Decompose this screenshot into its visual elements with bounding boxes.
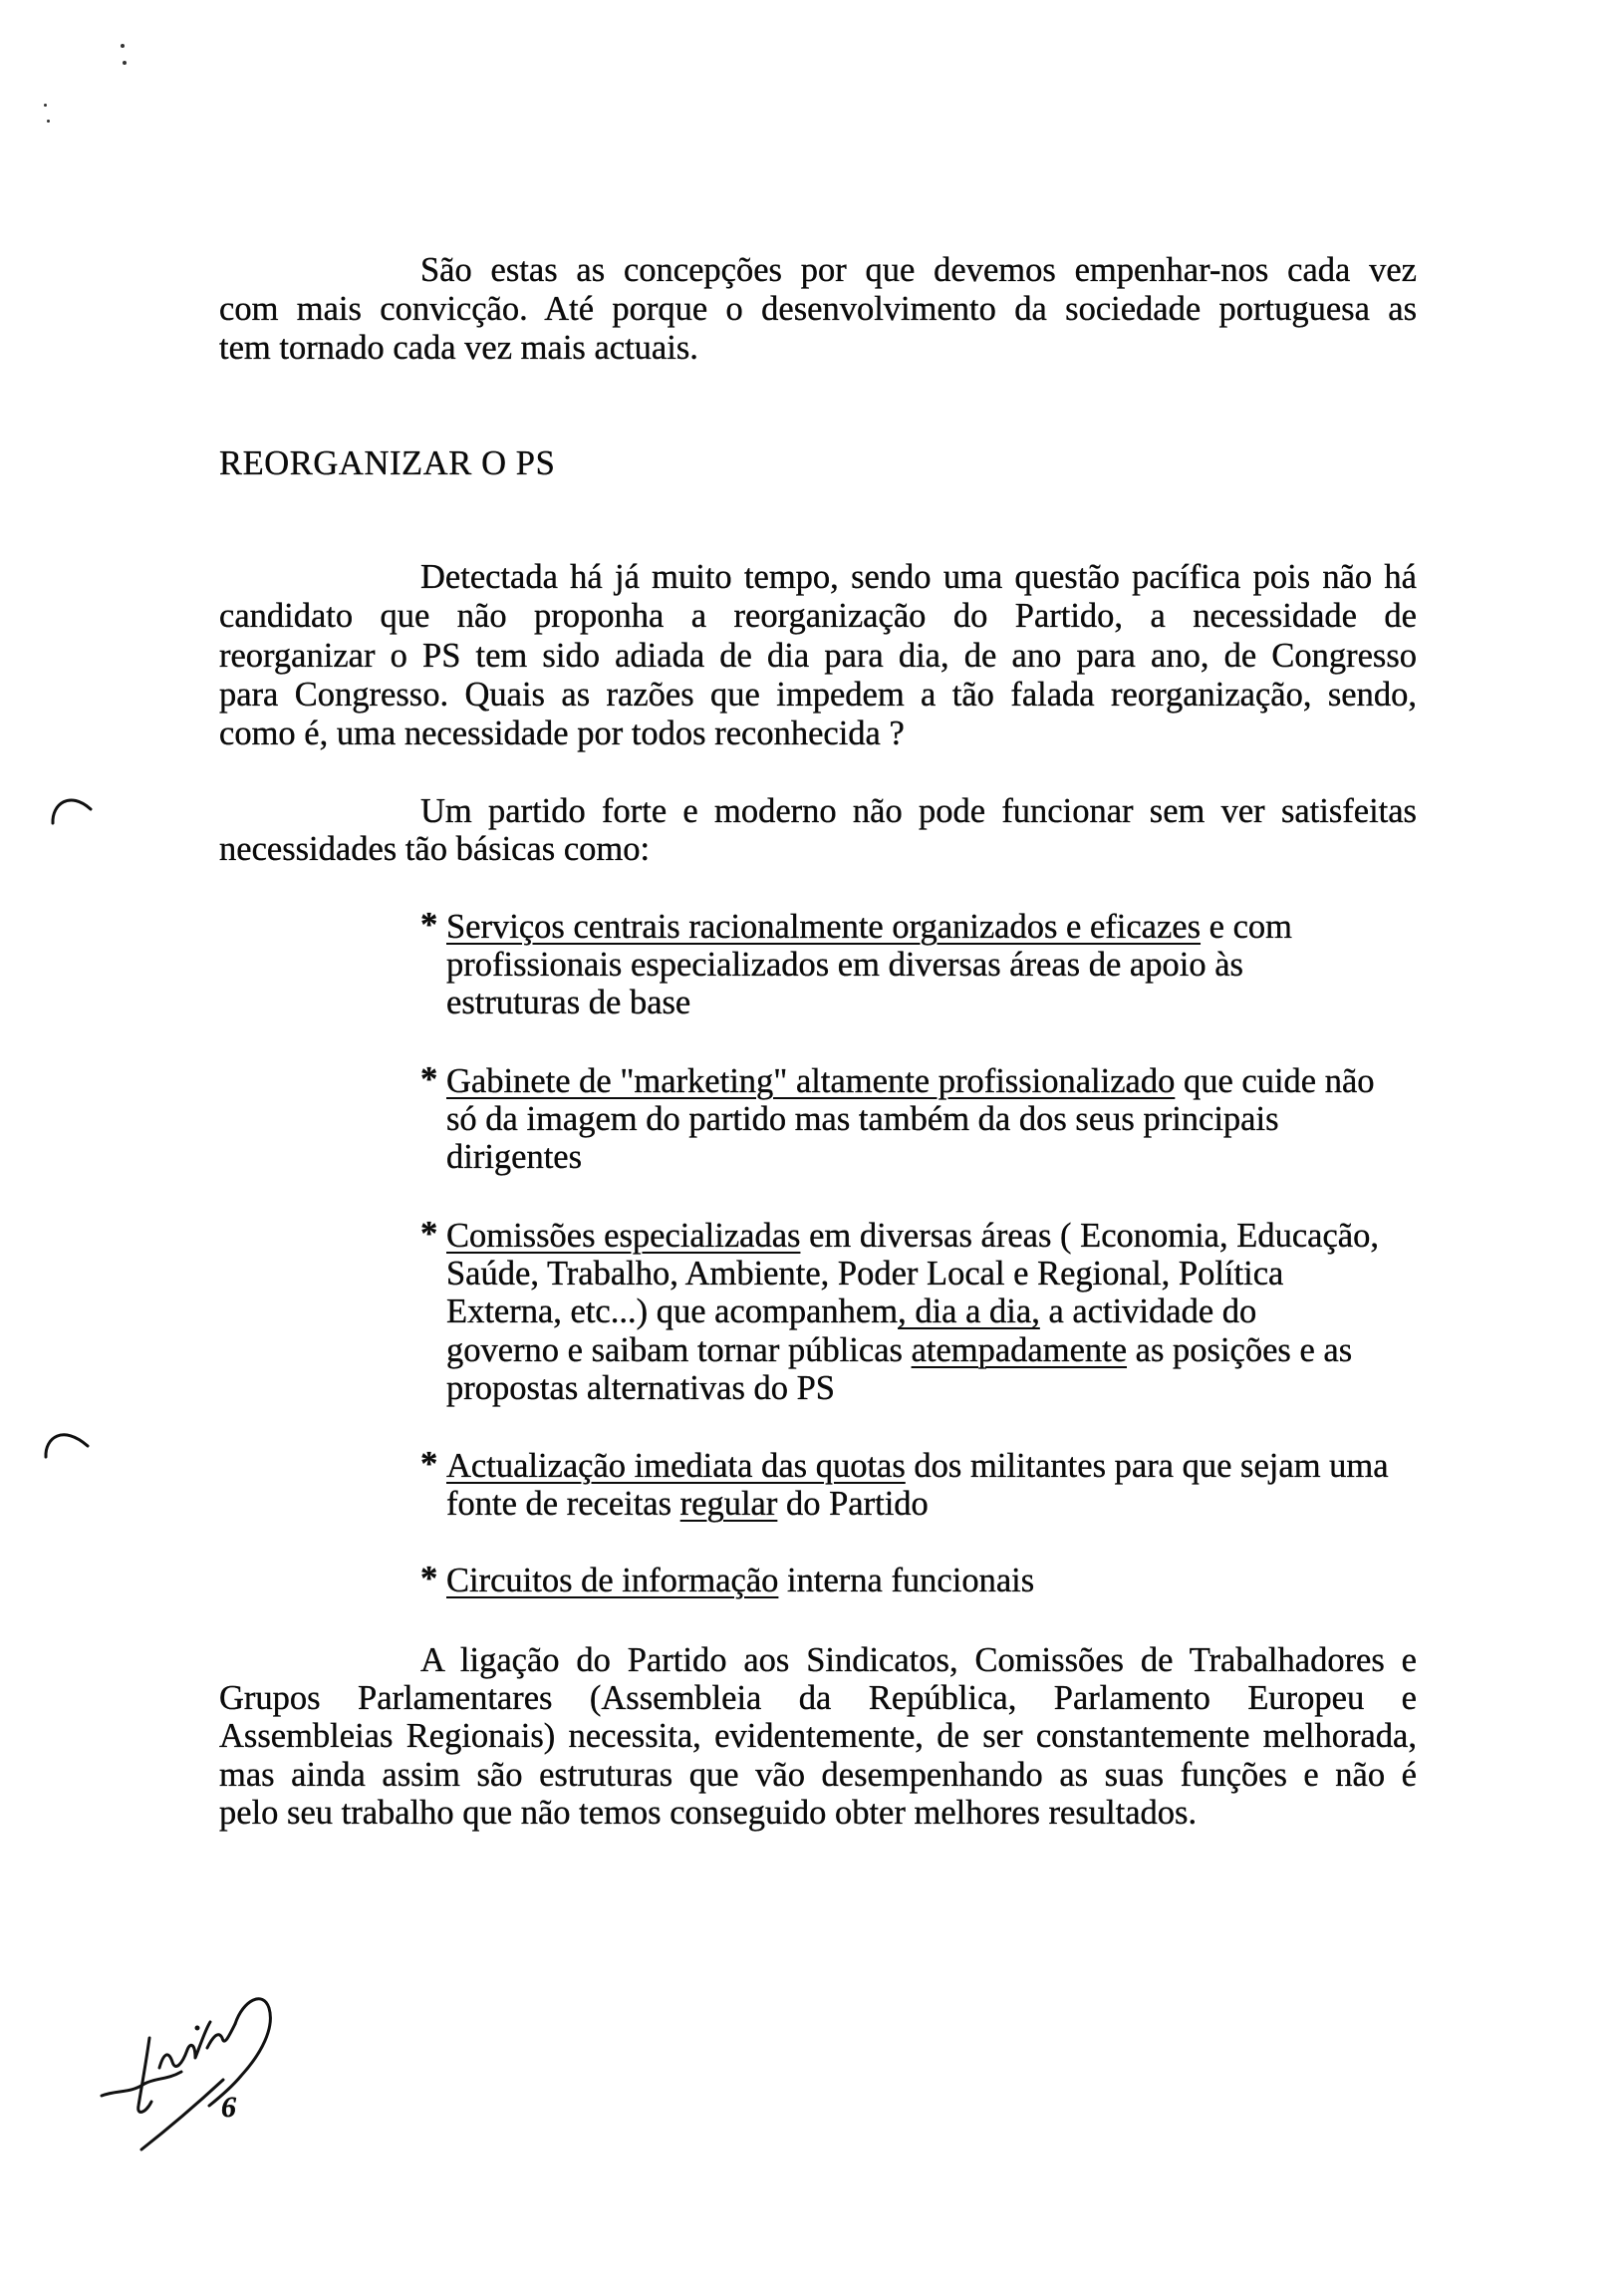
paragraph-necessidades [219, 792, 1417, 868]
bullet-line [446, 1447, 1536, 1485]
bullet-item-comissoes [420, 1217, 1536, 1407]
punch-hole-mark [35, 1420, 95, 1465]
bullet-marker: * [420, 1060, 438, 1098]
page-number: 6 [221, 2091, 236, 2124]
underlined-phrase: Comissões especializadas [446, 1217, 801, 1255]
paragraph-line: como é, uma necessidade por todos reconhecida ? [219, 715, 905, 753]
bullet-item-circuitos-informacao [420, 1562, 1536, 1599]
punch-hole-arc [46, 1435, 88, 1457]
scan-speck [44, 104, 47, 107]
text-run: estruturas de base [446, 984, 691, 1022]
text-run: em diversas áreas ( Economia, Educação, [800, 1217, 1379, 1255]
paragraph-line: Um partido forte e moderno não pode funcionar sem ver satisfeitas [420, 792, 1417, 830]
bullet-line [446, 908, 1536, 946]
bullet-marker: * [420, 1560, 438, 1597]
bullet-line [446, 1331, 1536, 1369]
bullet-text [446, 1447, 1536, 1523]
signature-stroke [209, 1999, 270, 2106]
bullet-text [446, 1062, 1536, 1177]
paragraph-line: pelo seu trabalho que não temos conseguido obter melhores resultados. [219, 1793, 1198, 1832]
text-run: só da imagem do partido mas também da dos seus principais [446, 1100, 1279, 1139]
bullet-line [446, 1062, 1536, 1100]
bullet-line [446, 984, 1536, 1021]
text-run: profissionais especializados em diversas áreas de apoio às [446, 946, 1243, 985]
paragraph-line: São estas as concepções por que devemos empenhar-nos cada vez [420, 251, 1417, 289]
paragraph-line: reorganizar o PS tem sido adiada de dia para dia, de ano para ano, de Congresso [219, 636, 1417, 675]
underlined-phrase: Circuitos de informação [446, 1562, 779, 1599]
scan-speck [47, 120, 50, 123]
scan-speck [123, 61, 127, 65]
paragraph-line: mas ainda assim são estruturas que vão desempenhando as suas funções e não é [219, 1755, 1417, 1794]
text-run: Externa, etc...) que acompanhem [446, 1292, 899, 1331]
bullet-line [446, 1369, 1536, 1407]
bullet-marker: * [420, 906, 438, 944]
text-run: fonte de receitas [446, 1485, 680, 1524]
punch-hole-arc [53, 800, 91, 823]
bullet-marker: * [420, 1215, 438, 1253]
paragraph-line: candidato que não proponha a reorganização do Partido, a necessidade de [219, 597, 1417, 636]
paragraph-line: com mais convicção. Até porque o desenvolvimento da sociedade portuguesa as [219, 290, 1417, 328]
scan-speck [121, 44, 125, 48]
underlined-phrase: Actualização imediata das quotas [446, 1447, 906, 1485]
bullet-line [446, 1100, 1536, 1138]
underlined-phrase: atempadamente [911, 1330, 1128, 1369]
bullet-item-quotas [420, 1447, 1536, 1523]
bullet-item-servicos-centrais [420, 908, 1536, 1022]
bullet-line [446, 1255, 1536, 1292]
text-run: propostas alternativas do PS [446, 1368, 835, 1407]
bullet-line [446, 1292, 1536, 1330]
text-run: interna funcionais [778, 1562, 1035, 1599]
paragraph-reorganizacao [219, 558, 1417, 753]
text-run: a actividade do [1039, 1292, 1257, 1331]
underlined-phrase: Serviços centrais racionalmente organizados e eficazes [446, 908, 1202, 946]
bullet-line [446, 1485, 1536, 1523]
text-run: e com [1201, 908, 1293, 946]
text-run: Saúde, Trabalho, Ambiente, Poder Local e Regional, Política [446, 1255, 1284, 1293]
punch-hole-mark [40, 782, 100, 832]
paragraph-line: Detectada há já muito tempo, sendo uma questão pacífica pois não há [420, 558, 1417, 596]
bullet-marker: * [420, 1445, 438, 1483]
signature-dot [195, 2026, 200, 2031]
bullet-text [446, 908, 1536, 1022]
paragraph-line: para Congresso. Quais as razões que impedem a tão falada reorganização, sendo, [219, 675, 1417, 714]
intro-paragraph [219, 251, 1417, 368]
text-run: governo e saibam tornar públicas [446, 1330, 912, 1369]
bullet-text [446, 1217, 1536, 1407]
bullet-line [446, 1217, 1536, 1255]
bullet-line [446, 1138, 1536, 1176]
underlined-phrase: Gabinete de "marketing" altamente profissionalizado [446, 1062, 1176, 1100]
text-run: as posições e as [1127, 1330, 1353, 1369]
signature-stroke [138, 2038, 151, 2112]
paragraph-line: Grupos Parlamentares (Assembleia da República, Parlamento Europeu e [219, 1679, 1417, 1718]
paragraph-line: necessidades tão básicas como: [219, 830, 651, 869]
bullet-item-gabinete-marketing [420, 1062, 1536, 1177]
text-run: que cuide não [1175, 1062, 1375, 1100]
text-run: dos militantes para que sejam uma [905, 1447, 1389, 1485]
text-run: dirigentes [446, 1138, 583, 1177]
bullet-line [446, 1562, 1536, 1599]
paragraph-line: tem tornado cada vez mais actuais. [219, 329, 698, 367]
paragraph-line: A ligação do Partido aos Sindicatos, Comissões de Trabalhadores e [420, 1641, 1417, 1679]
bullet-line [446, 946, 1536, 984]
paragraph-ligacao-partido [219, 1641, 1417, 1832]
paragraph-line: Assembleias Regionais) necessita, evidentemente, de ser constantemente melhorada, [219, 1717, 1417, 1756]
text-run: do Partido [777, 1485, 929, 1524]
signature-stroke [141, 2080, 223, 2150]
bullet-text [446, 1562, 1536, 1599]
signature-stroke [159, 2022, 210, 2068]
section-heading: REORGANIZAR O PS [219, 444, 556, 482]
signature-stroke [207, 2024, 235, 2048]
underlined-phrase: regular [679, 1485, 778, 1524]
underlined-phrase: , dia a dia, [898, 1292, 1040, 1331]
handwritten-signature [90, 1968, 319, 2167]
